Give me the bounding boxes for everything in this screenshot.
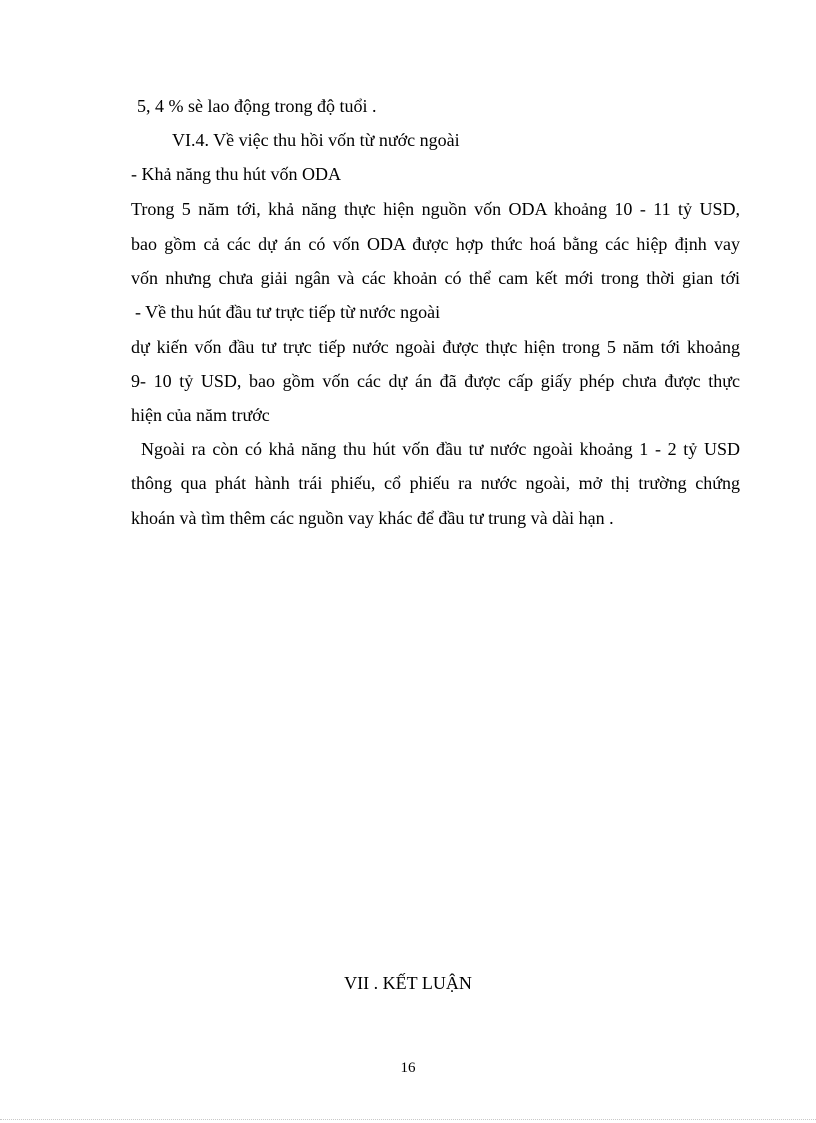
text-line-9: 9- 10 tỷ USD, bao gồm vốn các dự án đã được cấp giấy phép chưa được thực	[131, 371, 740, 391]
text-line-13: khoán và tìm thêm các nguồn vay khác để đầu tư trung và dài hạn .	[131, 508, 614, 528]
text-line-6: vốn nhưng chưa giải ngân và các khoản có thể cam kết mới trong thời gian tới	[131, 268, 740, 288]
text-line-10: hiện của năm trước	[131, 405, 270, 425]
text-line-1: 5, 4 % sè lao động trong độ tuổi .	[137, 96, 377, 116]
bullet-heading-oda: - Khả năng thu hút vốn ODA	[131, 164, 341, 184]
subsection-heading: VI.4. Về việc thu hồi vốn từ nước ngoài	[172, 130, 460, 150]
text-line-11: Ngoài ra còn có khả năng thu hút vốn đầu tư nước ngoài khoảng 1 - 2 tỷ USD	[141, 439, 740, 459]
text-line-5: bao gồm cả các dự án có vốn ODA được hợp thức hoá bằng các hiệp định vay	[131, 234, 740, 254]
bullet-heading-fdi: - Về thu hút đầu tư trực tiếp từ nước ngoài	[135, 302, 441, 322]
text-line-4: Trong 5 năm tới, khả năng thực hiện nguồn vốn ODA khoảng 10 - 11 tỷ USD,	[131, 199, 740, 219]
section-heading: VII . KẾT LUẬN	[344, 973, 472, 993]
page-number: 16	[400, 1060, 416, 1076]
text-line-8: dự kiến vốn đầu tư trực tiếp nước ngoài được thực hiện trong 5 năm tới khoảng	[131, 337, 740, 357]
text-line-12: thông qua phát hành trái phiếu, cổ phiếu ra nước ngoài, mở thị trường chứng	[131, 473, 740, 493]
page-bottom-border	[0, 1119, 816, 1120]
